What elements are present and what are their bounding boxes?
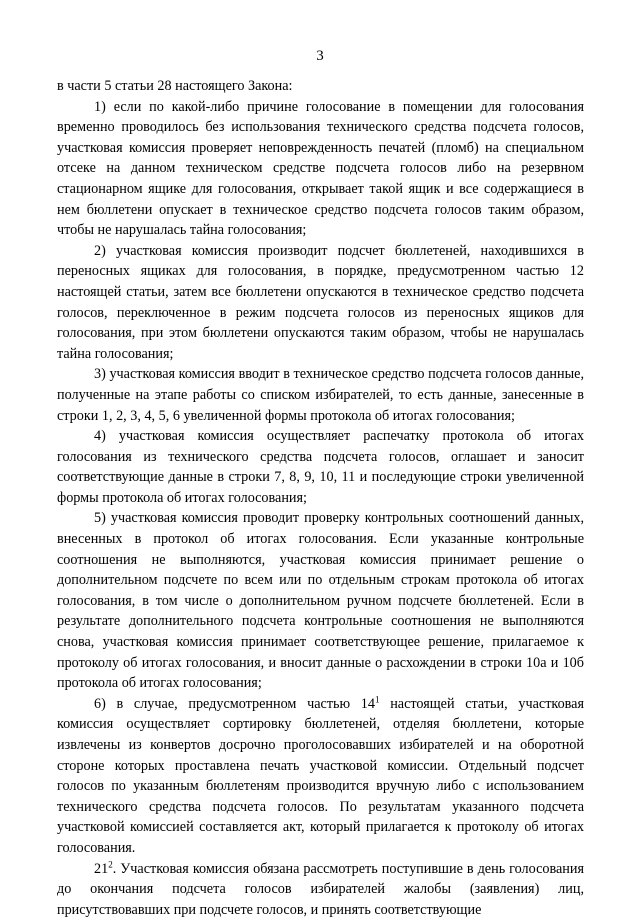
paragraph-item-6 (57, 694, 584, 859)
section-number: 21 (94, 860, 109, 877)
paragraph-item-6-before: 6) в случае, предусмотренном частью 14 (94, 695, 375, 712)
paragraph-item-4: 4) участковая комиссия осуществляет распечатку протокола об итогах голосования из технического средства подсчета голосов, оглашает и заносит соответствующие данные в строки 7, 8, 9, 10, 11 и последующие строки увеличенной формы протокола об итогах голосования; (57, 428, 584, 506)
page-number: 3 (316, 48, 324, 64)
document-body (57, 76, 584, 920)
paragraph-item-2: 2) участковая комиссия производит подсчет бюллетеней, находившихся в переносных ящиках для голосования, в порядке, предусмотренном частью 12 настоящей статьи, затем все бюллетени опускаются в техническое средство подсчета голосов, переключенное в режим подсчета голосов из переносных ящиков для голосования, при этом бюллетени опускаются таким образом, чтобы не нарушалась тайна голосования; (57, 242, 584, 362)
paragraph-item-1: 1) если по какой-либо причине голосование в помещении для голосования временно проводилось без использования технического средства подсчета голосов, участковая комиссия проверяет неповрежденность печатей (пломб) на специальном отсеке на данном техническом средстве подсчета голосов либо на резервном стационарном ящике для голосования, открывает такой ящик и все содержащиеся в нем бюллетени опускает в техническое средство подсчета голосов таким образом, чтобы не нарушалась тайна голосования; (57, 98, 584, 239)
superscript-marker: 1 (375, 694, 380, 705)
paragraph-section-21-2 (57, 859, 584, 920)
paragraph-item-3: 3) участковая комиссия вводит в техническое средство подсчета голосов данные, полученные на этапе работы со списком избирателей, то есть данные, занесенные в строки 1, 2, 3, 4, 5, 6 увеличенной формы протокола об итогах голосования; (57, 366, 584, 424)
paragraph-item-6-after: настоящей статьи, участковая комиссия осуществляет сортировку бюллетеней, отделяя бюллетени, которые извлечены из конвертов досрочно проголосовавших избирателей и на оборотной стороне которых проставлена печать участковой комиссии. Отдельный подсчет голосов по указанным бюллетеням производится вручную либо с использованием технического средства подсчета голосов. По результатам указанного подсчета участковой комиссией составляется акт, который прилагается к протоколу об итогах голосования. (57, 695, 584, 856)
paragraph-item-5: 5) участковая комиссия проводит проверку контрольных соотношений данных, внесенных в протокол об итогах голосования. Если указанные контрольные соотношения не выполняются, участковая комиссия принимает решение о дополнительном подсчете по всем или по отдельным строкам протокола об итогах голосования, в том числе о дополнительном ручном подсчете бюллетеней. Если в результате дополнительного подсчета контрольные соотношения не выполняются снова, участковая комиссия принимает соответствующее решение, прилагаемое к протоколу об итогах голосования, и вносит данные о расхождении в строки 10а и 10б протокола об итогах голосования; (57, 510, 584, 692)
section-text: . Участковая комиссия обязана рассмотреть поступившие в день голосования до окончания подсчета голосов избирателей жалобы (заявления) лиц, присутствовавших при подсчете голосов, и принять соответствующие (57, 860, 584, 918)
paragraph-intro: в части 5 статьи 28 настоящего Закона: (57, 78, 293, 94)
superscript-marker: 2 (108, 858, 113, 869)
